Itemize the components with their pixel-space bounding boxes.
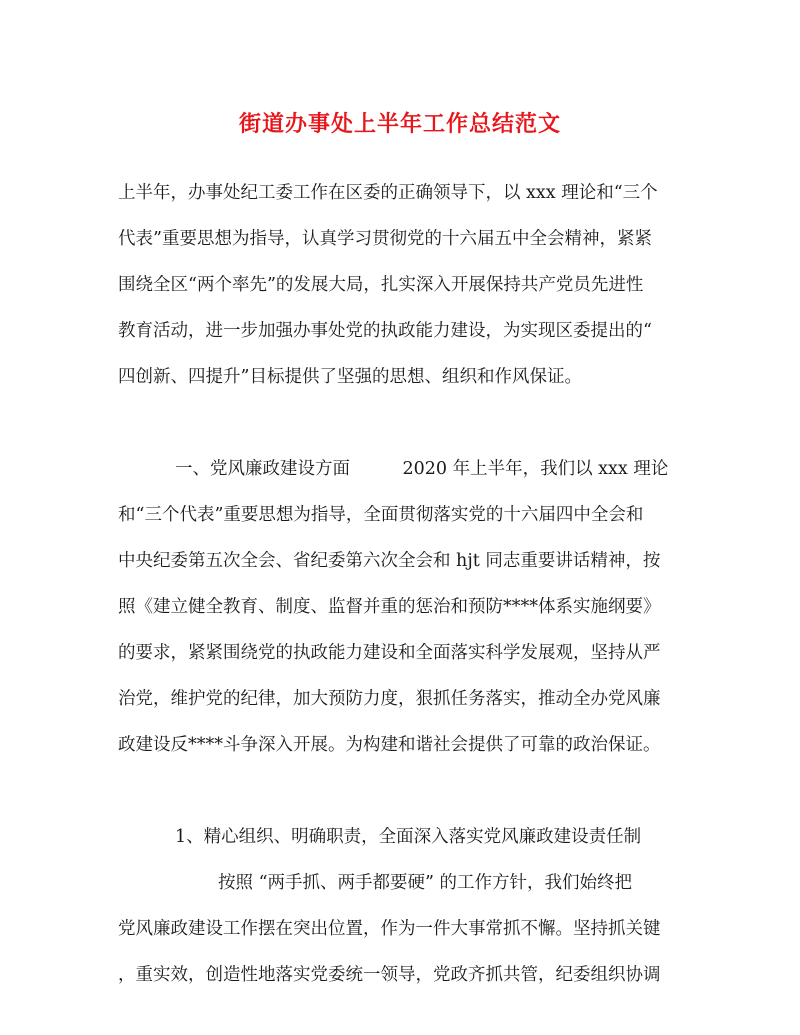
subsection-1-line-3: ，重实效，创造性地落实党委统一领导，党政齐抓共管，纪委组织协调 <box>118 965 661 985</box>
paragraph-1-line-4: 教育活动，进一步加强办事处党的执政能力建设，为实现区委提出的“ <box>118 321 652 341</box>
section-1-line-7: 政建设反****斗争深入开展。为构建和谐社会提供了可靠的政治保证。 <box>118 735 661 755</box>
paragraph-1-line-3: 围绕全区“两个率先”的发展大局，扎实深入开展保持共产党员先进性 <box>118 275 644 295</box>
subsection-1-line-2: 党风廉政建设工作摆在突出位置，作为一件大事常抓不懈。坚持抓关键 <box>118 919 661 939</box>
section-1-line-6: 治党，维护党的纪律，加大预防力度，狠抓任务落实，推动全办党风廉 <box>118 689 661 709</box>
section-1-line-4: 照《建立健全教育、制度、监督并重的惩治和预防****体系实施纲要》 <box>118 597 661 617</box>
paragraph-1-line-2: 代表”重要思想为指导，认真学习贯彻党的十六届五中全会精神，紧紧 <box>118 229 652 249</box>
paragraph-1-line-5: 四创新、四提升”目标提供了坚强的思想、组织和作风保证。 <box>118 367 582 387</box>
section-1-line-5: 的要求，紧紧围绕党的执政能力建设和全面落实科学发展观，坚持从严 <box>118 643 661 663</box>
paragraph-1-line-1: 上半年，办事处纪工委工作在区委的正确领导下，以 xxx 理论和“三个 <box>118 183 658 203</box>
document-title: 街道办事处上半年工作总结范文 <box>238 111 561 137</box>
section-1-heading-line: 一、党风廉政建设方面 2020 年上半年，我们以 xxx 理论 <box>175 459 669 479</box>
section-1-line-2: 和“三个代表”重要思想为指导，全面贯彻落实党的十六届四中全会和 <box>118 505 644 525</box>
subsection-1-line-1: 按照 “两手抓、两手都要硬” 的工作方针，我们始终把 <box>218 873 633 893</box>
subsection-1-heading: 1、精心组织、明确职责，全面深入落实党风廉政建设责任制 <box>175 827 642 847</box>
section-1-line-3: 中央纪委第五次全会、省纪委第六次全会和 hjt 同志重要讲话精神，按 <box>118 551 661 571</box>
